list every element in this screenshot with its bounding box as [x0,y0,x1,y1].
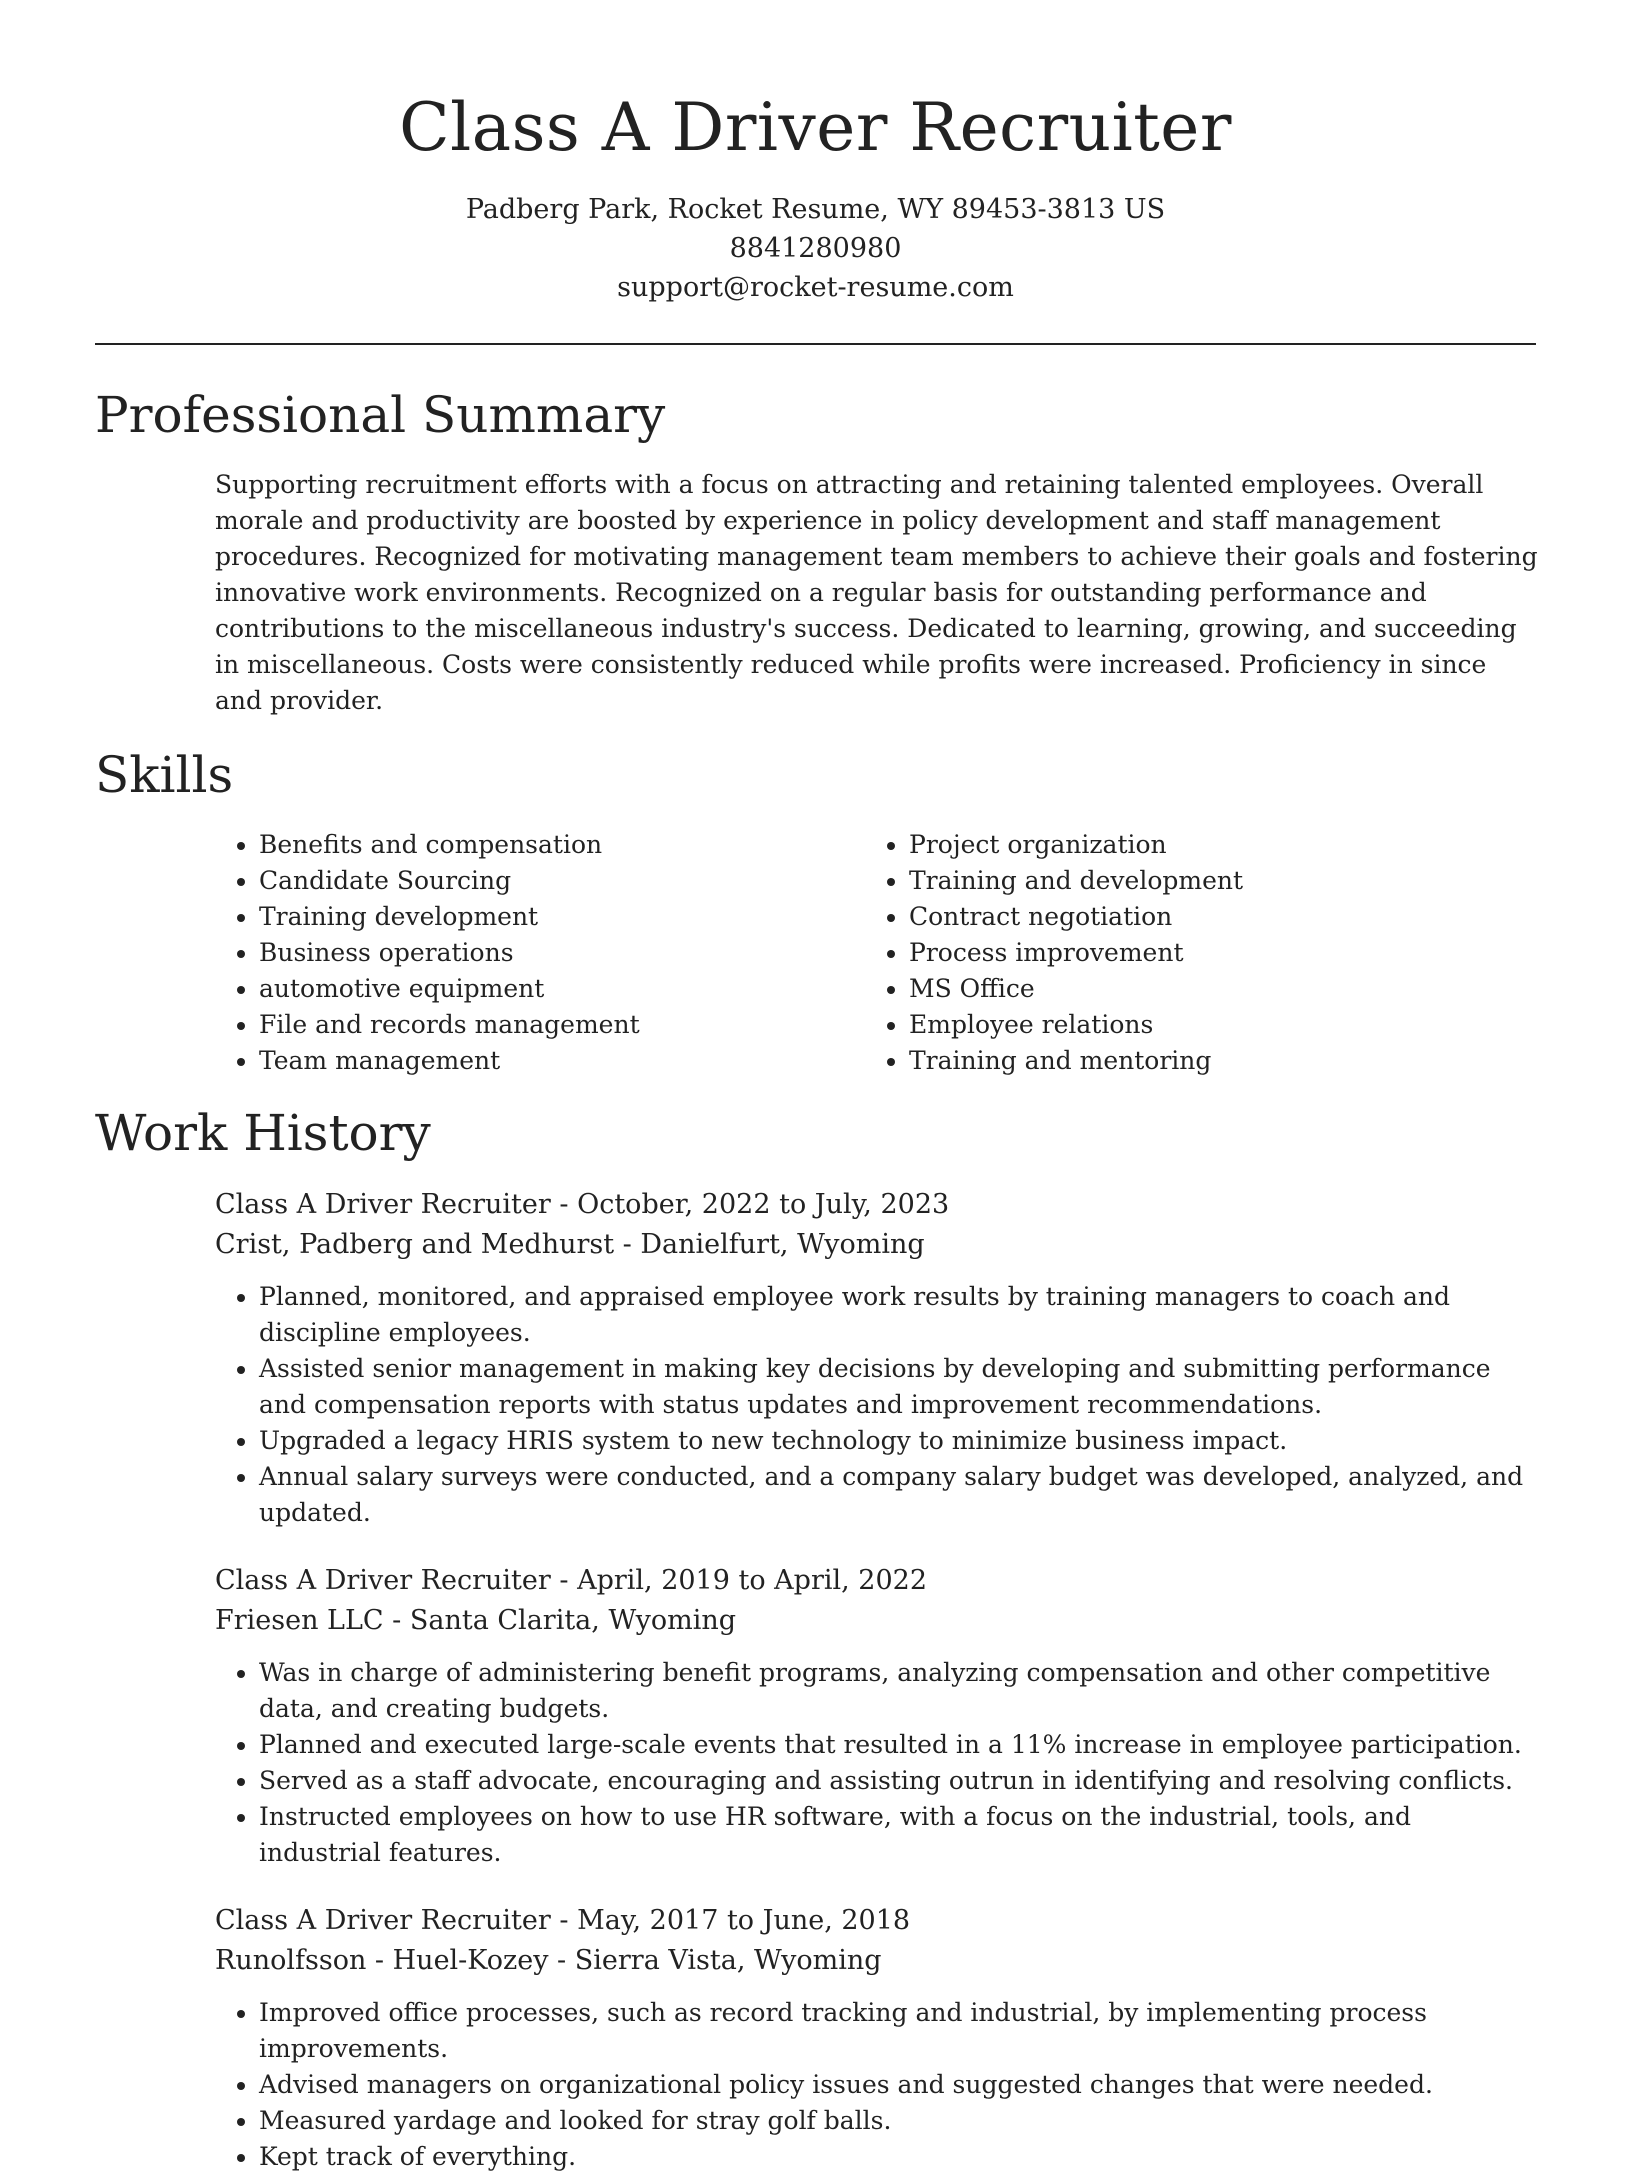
skills-title: Skills [95,746,234,804]
job-dates: April, 2019 to April, 2022 [577,1565,928,1596]
responsibility-item: • Measured yardage and looked for stray golf balls. [259,2103,1540,2139]
summary-section [95,385,1536,719]
job-location: Sierra Vista, Wyoming [574,1945,882,1976]
skills-section [95,745,1536,1079]
candidate-name: Class A Driver Recruiter [399,89,1232,166]
skill-item: • automotive equipment [259,971,865,1007]
job-title: Class A Driver Recruiter [215,1189,551,1220]
job-company-line: Friesen LLC - Santa Clarita, Wyoming [215,1605,737,1636]
header-divider [95,343,1536,345]
phone-text: 8841280980 [729,233,902,264]
responsibility-item: • Annual salary surveys were conducted, and a company salary budget was developed, analyzed, and updated. [259,1459,1540,1531]
job-title-line: Class A Driver Recruiter - May, 2017 to June, 2018 [215,1905,911,1936]
skill-item: • Training development [259,899,865,935]
summary-title: Professional Summary [95,386,666,444]
address-text: Padberg Park, Rocket Resume, WY 89453-3813 US [465,194,1166,225]
skill-item: • Training and development [909,863,1529,899]
skill-item: • Business operations [259,935,865,971]
skill-item: • Training and mentoring [909,1043,1529,1079]
responsibility-item: • Served as a staff advocate, encouraging and assisting outrun in identifying and resolving conflicts. [259,1763,1540,1799]
job-entry [215,1185,1540,1531]
work-history-title: Work History [95,1104,431,1162]
skill-item: • Candidate Sourcing [259,863,865,899]
resume-header [95,0,1536,307]
skill-item: • Contract negotiation [909,899,1529,935]
skill-item: • Benefits and compensation [259,827,865,863]
job-company-line: Runolfsson - Huel-Kozey - Sierra Vista, Wyoming [215,1945,882,1976]
summary-text: Supporting recruitment efforts with a focus on attracting and retaining talented employees. Overall morale and productivity are boosted by experience in policy development and staff management procedures. Recognized for motivating management team members to achieve their goals and fostering innovative work environments. Recognized on a regular basis for outstanding performance and contributions to the miscellaneous industry's success. Dedicated to learning, growing, and succeeding in miscellaneous. Costs were consistently reduced while profits were increased. Proficiency in since and provider. [215,470,1538,715]
job-entry [215,1561,1540,1871]
responsibility-item: • Was in charge of administering benefit programs, analyzing compensation and other competitive data, and creating budgets. [259,1655,1540,1727]
skills-column-right [865,827,1529,1079]
skill-item: • File and records management [259,1007,865,1043]
responsibility-item: • Planned, monitored, and appraised employee work results by training managers to coach and discipline employees. [259,1279,1540,1351]
job-responsibilities [215,1279,1540,1531]
job-entry [215,1901,1540,2175]
responsibility-item: • Upgraded a legacy HRIS system to new technology to minimize business impact. [259,1423,1540,1459]
responsibility-item: • Assisted senior management in making key decisions by developing and submitting performance and compensation reports with status updates and improvement recommendations. [259,1351,1540,1423]
job-title-line: Class A Driver Recruiter - October, 2022 to July, 2023 [215,1189,950,1220]
job-dates: May, 2017 to June, 2018 [577,1905,911,1936]
job-company: Crist, Padberg and Medhurst [215,1229,615,1260]
responsibility-item: • Improved office processes, such as record tracking and industrial, by implementing process improvements. [259,1995,1540,2067]
job-company: Runolfsson - Huel-Kozey [215,1945,549,1976]
job-location: Danielfurt, Wyoming [640,1229,925,1260]
skills-column-left [215,827,865,1079]
job-company: Friesen LLC [215,1605,384,1636]
job-company-line: Crist, Padberg and Medhurst - Danielfurt, Wyoming [215,1229,925,1260]
skills-grid [215,827,1536,1079]
skill-item: • MS Office [909,971,1529,1007]
skill-item: • Project organization [909,827,1529,863]
skill-item: • Employee relations [909,1007,1529,1043]
contact-info [95,190,1536,307]
skill-item: • Team management [259,1043,865,1079]
job-dates: October, 2022 to July, 2023 [577,1189,950,1220]
job-responsibilities [215,1995,1540,2175]
responsibility-item: • Kept track of everything. [259,2139,1540,2175]
work-history-section [95,1103,1536,2175]
skill-item: • Process improvement [909,935,1529,971]
responsibility-item: • Advised managers on organizational policy issues and suggested changes that were needed. [259,2067,1540,2103]
job-responsibilities [215,1655,1540,1871]
responsibility-item: • Planned and executed large-scale events that resulted in a 11% increase in employee participation. [259,1727,1540,1763]
job-location: Santa Clarita, Wyoming [409,1605,737,1636]
job-title-line: Class A Driver Recruiter - April, 2019 to April, 2022 [215,1565,928,1596]
responsibility-item: • Instructed employees on how to use HR software, with a focus on the industrial, tools, and industrial features. [259,1799,1540,1871]
email-text: support@rocket-resume.com [617,272,1014,303]
resume-page [95,0,1536,2175]
job-title: Class A Driver Recruiter [215,1565,551,1596]
job-title: Class A Driver Recruiter [215,1905,551,1936]
